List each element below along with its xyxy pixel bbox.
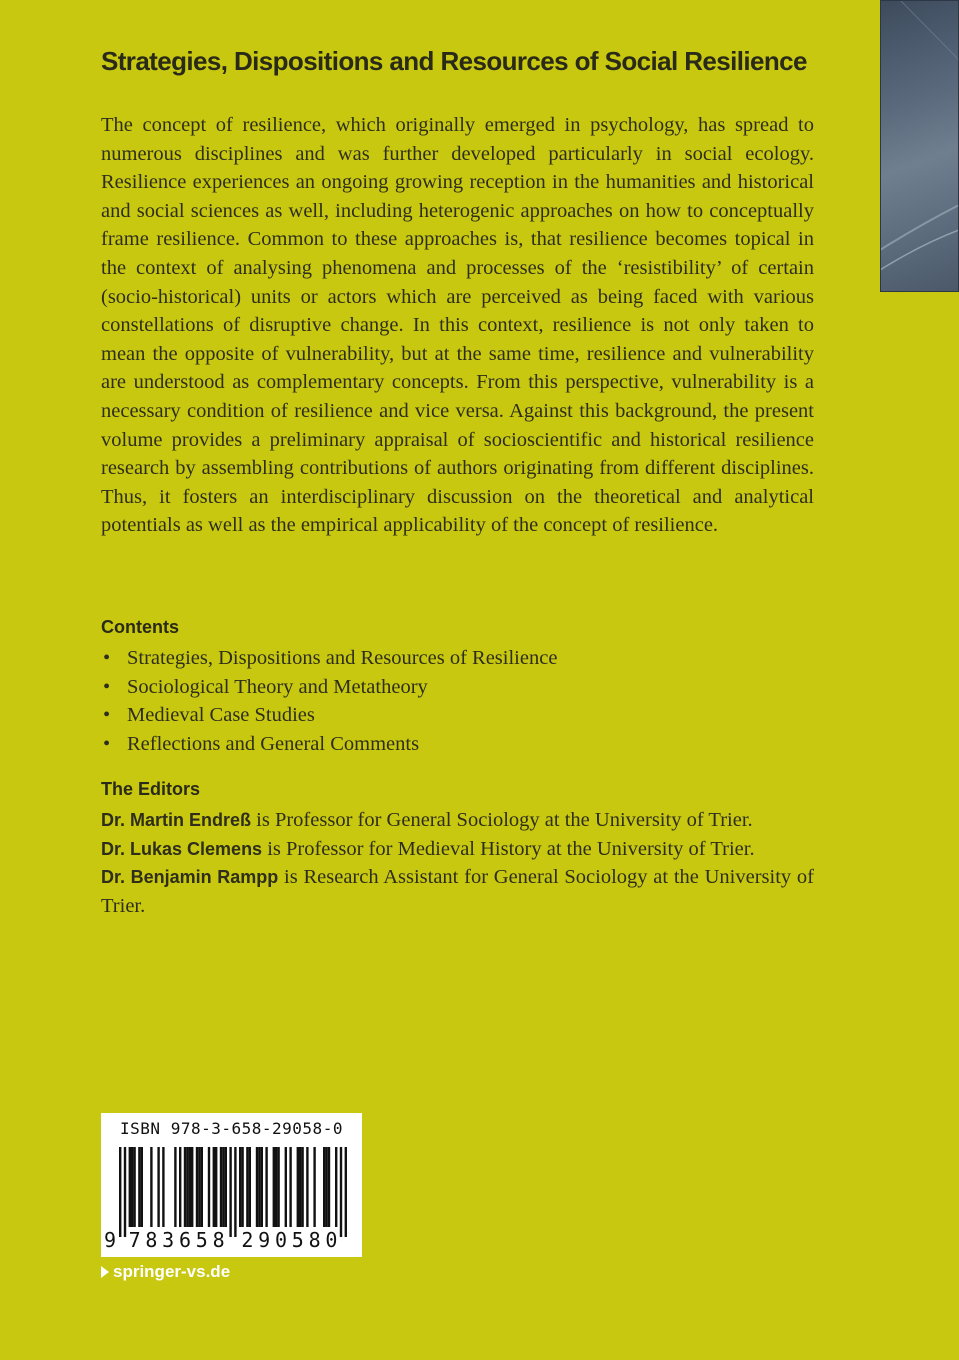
barcode-bar — [265, 1147, 267, 1227]
barcode-bar — [277, 1147, 279, 1227]
barcode-bar — [229, 1147, 231, 1237]
barcode-bar — [186, 1147, 188, 1227]
barcode-bar — [323, 1147, 325, 1227]
barcode-digit: 0 — [325, 1228, 338, 1252]
contents-heading: Contents — [101, 617, 179, 637]
barcode-bar — [213, 1147, 215, 1227]
website-link-text[interactable]: springer-vs.de — [113, 1262, 231, 1281]
barcode-bar — [335, 1147, 337, 1227]
barcode-bar — [191, 1147, 193, 1227]
barcode-bar — [133, 1147, 135, 1227]
editor-description: is Professor for General Sociology at the University of Trier. — [251, 809, 753, 831]
barcode-digit: 0 — [274, 1228, 288, 1252]
barcode-bar — [150, 1147, 152, 1227]
arrow-right-icon — [101, 1266, 109, 1278]
book-title: Strategies, Dispositions and Resources of Social Resilience — [101, 46, 807, 76]
barcode-bar — [225, 1147, 227, 1227]
book-abstract: The concept of resilience, which originally emerged in psychology, has spread to numerous disciplines and was further developed particularly in social ecology. Resilience experiences an ongoing growing reception in the humanities and historical and social sciences as well, including heterogenic approaches on how to conceptually frame resilience. Common to these approaches is, that resilience becomes topical in the context of analysing phenomena and processes of the ‘resistibility’ of certain (socio-historical) units or actors which are perceived as being faced with various constellations of disruptive change. In this context, resilience is not only taken to mean the opposite of vulnerability, but at the same time, resilience and vulnerability are understood as complementary concepts. From this perspective, vulnerability is a necessary condition of resilience and vice versa. Against this background, the present volume provides a preliminary appraisal of socioscientific and historical resilience research by assembling contributions of authors originating from different disciplines. Thus, it fosters an interdisciplinary discussion on the theoretical and analytical potentials as well as the empirical applicability of the concept of resilience. — [101, 114, 814, 537]
barcode-digit: 2 — [241, 1228, 254, 1252]
editor-name: Dr. Benjamin Rampp — [101, 867, 279, 888]
barcode-bar — [325, 1147, 327, 1227]
barcode-bar — [297, 1147, 299, 1227]
barcode-bar — [119, 1147, 121, 1237]
barcode-graphic — [101, 1143, 362, 1255]
list-item: • Medieval Case Studies — [101, 701, 814, 730]
contents-list — [101, 644, 814, 758]
barcode-bar — [239, 1147, 241, 1227]
barcode-bar — [246, 1147, 248, 1227]
barcode-bar — [261, 1147, 263, 1227]
barcode-bar — [157, 1147, 159, 1227]
barcode-bar — [129, 1147, 131, 1227]
barcode-bar — [313, 1147, 315, 1227]
barcode-bar — [222, 1147, 224, 1227]
barcode-bar — [189, 1147, 191, 1227]
editor-description: is Research Assistant for General Sociology at the University of Trier. — [101, 866, 815, 917]
barcode-bar — [184, 1147, 186, 1227]
barcode-digit: 9 — [103, 1228, 117, 1252]
barcode-bar — [285, 1147, 287, 1227]
barcode-bar — [124, 1147, 126, 1237]
barcode-bar — [301, 1147, 303, 1227]
editors-section — [101, 806, 814, 920]
list-item: • Reflections and General Comments — [101, 730, 814, 759]
editor-entry — [101, 806, 814, 835]
barcode-bar — [220, 1147, 222, 1227]
cover-corner-image — [880, 0, 959, 292]
barcode-bar — [141, 1147, 143, 1227]
editor-description: is Professor for Medieval History at the University of Trier. — [262, 837, 755, 860]
publisher-website[interactable] — [101, 1262, 230, 1282]
isbn-barcode — [101, 1113, 362, 1257]
barcode-digit: 6 — [178, 1228, 192, 1252]
barcode-bar — [273, 1147, 275, 1227]
barcode-bar — [249, 1147, 251, 1227]
barcode-bar — [198, 1147, 200, 1227]
barcode-bar — [340, 1147, 342, 1237]
barcode-digit: 8 — [145, 1228, 158, 1252]
barcode-bar — [234, 1147, 236, 1237]
barcode-bar — [215, 1147, 217, 1227]
barcode-bar — [131, 1147, 133, 1227]
barcode-digit: 9 — [258, 1228, 271, 1252]
barcode-bar — [138, 1147, 140, 1227]
barcode-bar — [201, 1147, 203, 1227]
barcode-bar — [179, 1147, 181, 1227]
barcode-bar — [256, 1147, 258, 1227]
isbn-label: ISBN 978-3-658-29058-0 — [120, 1119, 343, 1138]
list-item: • Sociological Theory and Metatheory — [101, 673, 814, 702]
barcode-bar — [275, 1147, 277, 1227]
editor-entry — [101, 835, 814, 864]
barcode-digit: 8 — [308, 1228, 321, 1252]
barcode-bar — [196, 1147, 198, 1227]
editor-entry — [101, 863, 814, 920]
barcode-digit: 3 — [162, 1228, 175, 1252]
barcode-digit: 8 — [212, 1228, 225, 1252]
barcode-bar — [174, 1147, 176, 1227]
editor-name: Dr. Lukas Clemens — [101, 838, 263, 859]
barcode-bar — [241, 1147, 243, 1227]
list-item: • Strategies, Dispositions and Resources of Resilience — [101, 644, 814, 673]
barcode-digit: 5 — [291, 1228, 304, 1252]
barcode-bar — [306, 1147, 308, 1227]
editors-heading: The Editors — [101, 779, 201, 799]
barcode-bar — [258, 1147, 260, 1227]
barcode-digit: 7 — [128, 1228, 141, 1252]
barcode-bar — [162, 1147, 164, 1227]
barcode-bar — [345, 1147, 347, 1237]
barcode-bar — [208, 1147, 210, 1227]
barcode-bar — [289, 1147, 291, 1227]
barcode-bar — [299, 1147, 301, 1227]
editor-name: Dr. Martin Endreß — [101, 810, 252, 830]
barcode-digit: 5 — [195, 1228, 208, 1252]
barcode-bar — [328, 1147, 330, 1227]
